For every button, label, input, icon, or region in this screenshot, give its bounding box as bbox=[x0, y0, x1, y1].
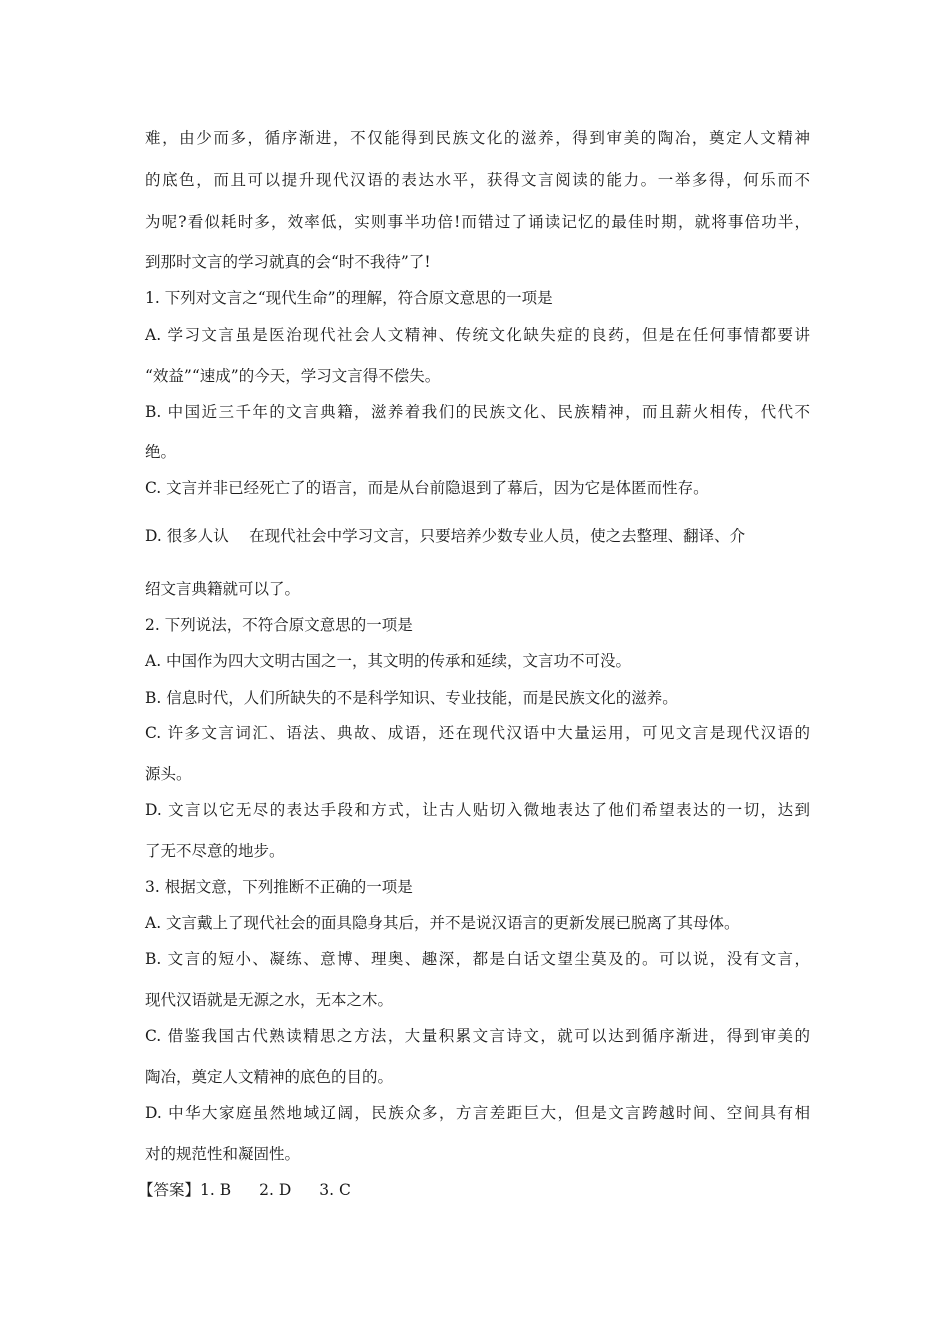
question-1-option-d: D. 很多人认 在现代社会中学习文言，只要培养少数专业人员，使之去整理、翻译、介 bbox=[145, 527, 746, 545]
question-3-option-b: B. 文言的短小、凝练、意博、理奥、趣深，都是白话文望尘莫及的。可以说，没有文言， bbox=[145, 950, 810, 968]
question-2-option-b: B. 信息时代，人们所缺失的不是科学知识、专业技能，而是民族文化的滋养。 bbox=[145, 689, 678, 707]
answer-line bbox=[138, 1180, 803, 1200]
passage-line: 到那时文言的学习就真的会“时不我待”了! bbox=[145, 253, 431, 271]
question-1-option-c: C. 文言并非已经死亡了的语言，而是从台前隐退到了幕后，因为它是体匿而性存。 bbox=[145, 479, 709, 497]
question-1-option-a-cont: “效益”“速成”的今天，学习文言得不偿失。 bbox=[145, 367, 441, 385]
passage-line: 为呢?看似耗时多，效率低，实则事半功倍!而错过了诵读记忆的最佳时期，就将事倍功半， bbox=[145, 213, 810, 231]
question-2-option-a: A. 中国作为四大文明古国之一，其文明的传承和延续，文言功不可没。 bbox=[145, 652, 632, 670]
question-2-option-d: D. 文言以它无尽的表达手段和方式，让古人贴切入微地表达了他们希望表达的一切，达到 bbox=[145, 801, 810, 819]
question-1-option-a: A. 学习文言虽是医治现代社会人文精神、传统文化缺失症的良药，但是在任何事情都要讲 bbox=[145, 326, 810, 344]
question-1-option-b: B. 中国近三千年的文言典籍，滋养着我们的民族文化、民族精神，而且薪火相传，代代不 bbox=[145, 403, 810, 421]
question-1-option-d-cont: 绍文言典籍就可以了。 bbox=[145, 580, 301, 598]
question-3-option-c-cont: 陶冶，奠定人文精神的底色的目的。 bbox=[145, 1068, 394, 1086]
question-3-option-d-cont: 对的规范性和凝固性。 bbox=[145, 1145, 301, 1163]
answer-3: 3. C bbox=[319, 1181, 351, 1199]
passage-line: 难，由少而多，循序渐进，不仅能得到民族文化的滋养，得到审美的陶冶，奠定人文精神 bbox=[145, 129, 810, 147]
passage-line: 的底色，而且可以提升现代汉语的表达水平，获得文言阅读的能力。一举多得，何乐而不 bbox=[145, 171, 810, 189]
question-3-option-d: D. 中华大家庭虽然地域辽阔，民族众多，方言差距巨大，但是文言跨越时间、空间具有相 bbox=[145, 1104, 810, 1122]
question-3-stem: 3. 根据文意，下列推断不正确的一项是 bbox=[145, 878, 413, 896]
question-3-option-b-cont: 现代汉语就是无源之水，无本之木。 bbox=[145, 991, 394, 1009]
question-1-option-b-cont: 绝。 bbox=[145, 443, 177, 461]
question-2-option-c: C. 许多文言词汇、语法、典故、成语，还在现代汉语中大量运用，可见文言是现代汉语的 bbox=[145, 724, 810, 742]
answer-2: 2. D bbox=[259, 1181, 292, 1199]
question-1-stem: 1. 下列对文言之“现代生命”的理解，符合原文意思的一项是 bbox=[145, 289, 553, 307]
question-2-option-c-cont: 源头。 bbox=[145, 765, 192, 783]
question-2-option-d-cont: 了无不尽意的地步。 bbox=[145, 842, 285, 860]
question-3-option-a: A. 文言戴上了现代社会的面具隐身其后，并不是说汉语言的更新发展已脱离了其母体。 bbox=[145, 914, 740, 932]
question-2-stem: 2. 下列说法，不符合原文意思的一项是 bbox=[145, 616, 413, 634]
question-3-option-c: C. 借鉴我国古代熟读精思之方法，大量积累文言诗文，就可以达到循序渐进，得到审美的 bbox=[145, 1027, 810, 1045]
answer-1: 1. B bbox=[200, 1181, 232, 1199]
answer-label: 【答案】 bbox=[138, 1181, 201, 1199]
